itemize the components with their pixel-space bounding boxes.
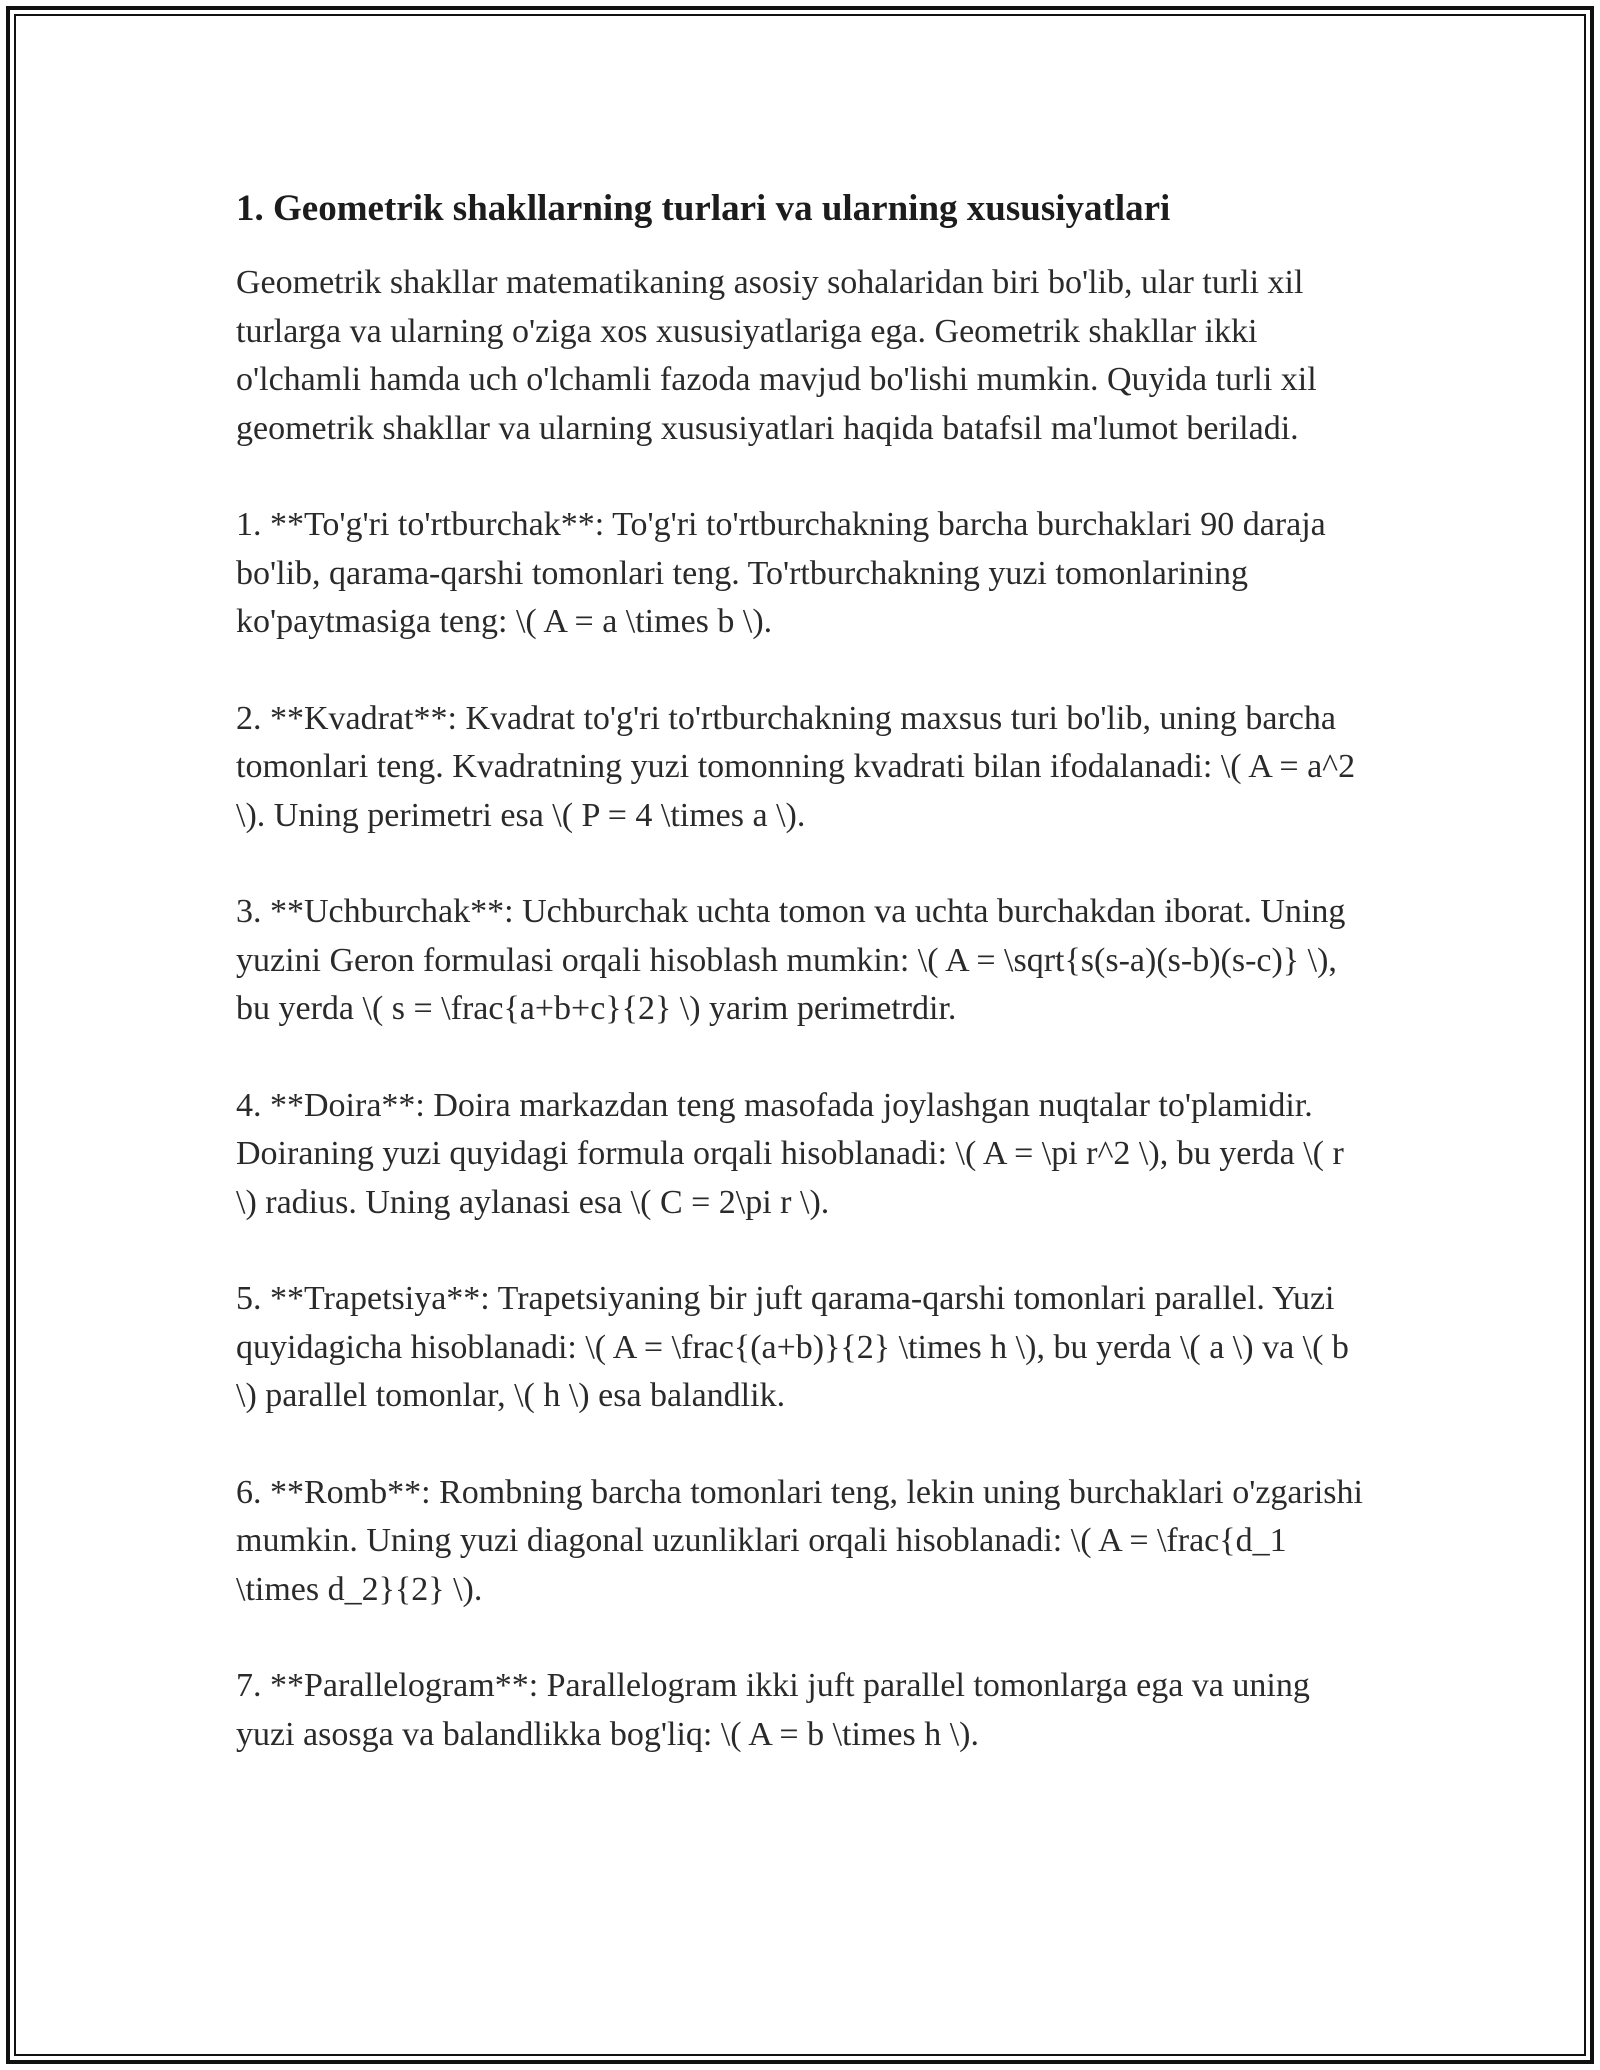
trapezoid-paragraph: 5. **Trapetsiya**: Trapetsiyaning bir juft qarama-qarshi tomonlari parallel. Yuzi quyidagicha hisoblanadi: \( A = \frac{(a+b)}{2} \times h \), bu yerda \( a \) va \( b \) parallel tomonlar, \( h \) esa balandlik. [236,1280,1349,1414]
triangle-paragraph: 3. **Uchburchak**: Uchburchak uchta tomon va uchta burchakdan iborat. Uning yuzini Geron formulasi orqali hisoblash mumkin: \( A = \sqrt{s(s-a)(s-b)(s-c)} \), bu yerda \( s = \frac{a+b+c}{2} \) yarim perimetrdir. [236,893,1346,1027]
circle-paragraph: 4. **Doira**: Doira markazdan teng masofada joylashgan nuqtalar to'plamidir. Doiraning yuzi quyidagi formula orqali hisoblanadi: \( A = \pi r^2 \), bu yerda \( r \) radius. Uning aylanasi esa \( C = 2\pi r \). [236,1086,1344,1221]
rectangle-paragraph: 1. **To'g'ri to'rtburchak**: To'g'ri to'rtburchakning barcha burchaklari 90 daraja bo'lib, qarama-qarshi tomonlari teng. To'rtburchakning yuzi tomonlarining ko'paytmasiga teng: \( A = a \times b \). [236,506,1326,640]
rhombus-paragraph: 6. **Romb**: Rombning barcha tomonlari teng, lekin uning burchaklari o'zgarishi mumkin. Uning yuzi diagonal uzunliklari orqali hisoblanadi: \( A = \frac{d_1 \times d_2}{2} \). [236,1473,1363,1608]
parallelogram-paragraph: 7. **Parallelogram**: Parallelogram ikki juft parallel tomonlarga ega va uning yuzi asosga va balandlikka bog'liq: \( A = b \times h \). [236,1667,1310,1753]
intro-paragraph: Geometrik shakllar matematikaning asosiy sohalaridan biri bo'lib, ular turli xil turlarga va ularning o'ziga xos xususiyatlariga ega. Geometrik shakllar ikki o'lchamli hamda uch o'lchamli fazoda mavjud bo'lishi mumkin. Quyida turli xil geometrik shakllar va ularning xususiyatlari haqida batafsil ma'lumot beriladi. [236,264,1317,447]
document-body [236,185,1366,1807]
section-heading: 1. Geometrik shakllarning turlari va ularning xususiyatlari [236,188,1171,229]
square-paragraph: 2. **Kvadrat**: Kvadrat to'g'ri to'rtburchakning maxsus turi bo'lib, uning barcha tomonlari teng. Kvadratning yuzi tomonning kvadrati bilan ifodalanadi: \( A = a^2 \). Uning perimetri esa \( P = 4 \times a \). [236,699,1356,834]
